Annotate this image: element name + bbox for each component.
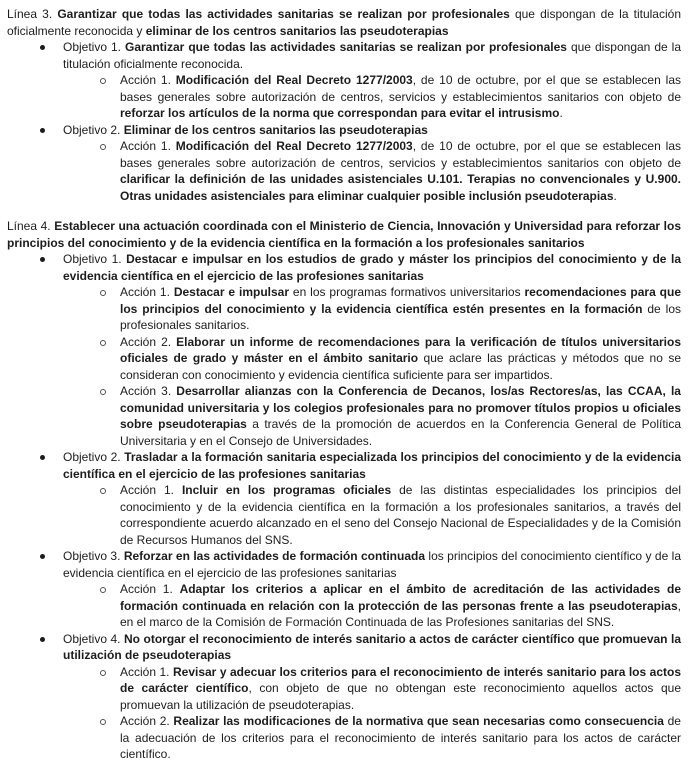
- text-segment: de la adecuación de los criterios para el reconocimiento de interés sanitario para los actos de carácter científico.: [120, 714, 681, 761]
- text-segment: Objetivo 3.: [63, 549, 124, 563]
- text-segment: Acción 1.: [120, 285, 174, 299]
- text-segment-bold: eliminar de los centros sanitarios las pseudoterapias: [145, 23, 449, 38]
- circle-bullet-icon: [100, 587, 106, 593]
- document-content: [7, 6, 681, 763]
- circle-bullet-icon: [100, 488, 106, 494]
- linea-section: [7, 218, 681, 763]
- circle-bullet-icon: [100, 719, 106, 725]
- text-segment-bold: Elaborar un informe de recomendaciones para la verificación de títulos universitarios oficiales de grado y máster en el ámbito sanitario: [120, 334, 681, 365]
- text-segment: los principios del conocimiento científico y de la evidencia científica en el ejercicio de las profesiones sanitarias: [63, 549, 682, 580]
- accion-item: [7, 383, 681, 449]
- text-segment: , con objeto de que no obtengan este reconocimiento aquellos actos que promuevan la utilización de pseudoterapias.: [120, 681, 681, 712]
- objetivo-item: [7, 251, 681, 284]
- text-segment-bold: Eliminar de los centros sanitarios las pseudoterapias: [123, 122, 428, 137]
- text-segment-bold: Revisar y adecuar los criterios para el reconocimiento de interés sanitario para los actos de carácter científico: [120, 664, 681, 695]
- circle-bullet-icon: [100, 340, 106, 346]
- document-page: [7, 6, 681, 763]
- text-segment: Acción 1.: [120, 483, 182, 497]
- text-segment-bold: Destacar e impulsar en los estudios de grado y máster los principios del conocimiento y de la evidencia científica en el ejercicio de las profesiones sanitarias: [63, 252, 681, 283]
- text-segment: , en el marco de la Comisión de Formación Continuada de las Profesiones sanitarias del SNS.: [120, 598, 681, 629]
- text-segment: Línea 4.: [7, 219, 55, 233]
- text-segment: Objetivo 1.: [63, 252, 127, 266]
- linea-section: [7, 6, 681, 204]
- accion-item: [7, 334, 681, 384]
- text-segment: que dispongan de la titulación oficialmente reconocida y: [7, 7, 681, 38]
- disc-bullet-icon: [40, 257, 45, 262]
- text-segment-bold: recomendaciones para que los principios del conocimiento y la evidencia científica estén presentes en la formación: [120, 285, 681, 316]
- text-segment-bold: Incluir en los programas oficiales: [181, 483, 392, 497]
- text-segment: , de 10 de octubre, por el que se establecen las bases generales sobre autorización de centros, servicios y establecimientos sanitarios con objeto de: [120, 73, 681, 104]
- text-segment-bold: Trasladar a la formación sanitaria especializada los principios del conocimiento y de la evidencia científica en el ejercicio de las profesiones sanitarias: [63, 450, 681, 481]
- objetivo-item: [7, 122, 681, 139]
- text-segment: Acción 1.: [120, 582, 180, 596]
- accion-item: [7, 581, 681, 631]
- text-segment: Acción 1.: [120, 73, 176, 87]
- text-segment: de las distintas especialidades los principios del conocimiento y de la evidencia científica en la formación a los profesionales sanitarios, a través del correspondiente acuerdo alcanzado en el seno del Consejo Nacional de Especialidades y de la Comisión de Recursos Humanos del SNS.: [120, 483, 681, 547]
- text-segment: que dispongan de la titulación oficialmente reconocida.: [63, 40, 681, 71]
- text-segment-bold: Reforzar en las actividades de formación continuada: [123, 549, 425, 563]
- circle-bullet-icon: [100, 670, 106, 676]
- disc-bullet-icon: [40, 637, 45, 642]
- disc-bullet-icon: [40, 45, 45, 50]
- text-segment: Acción 2.: [120, 714, 174, 728]
- accion-item: [7, 713, 681, 763]
- disc-bullet-icon: [40, 455, 45, 460]
- text-segment: Acción 1.: [120, 664, 173, 679]
- accion-item: [7, 284, 681, 334]
- accion-item: [7, 72, 681, 122]
- text-segment-bold: Destacar e impulsar: [173, 285, 290, 299]
- objetivo-item: [7, 449, 681, 482]
- circle-bullet-icon: [100, 144, 106, 150]
- objetivo-item: [7, 39, 681, 72]
- text-segment: de los profesionales sanitarios.: [120, 301, 681, 332]
- text-segment: Acción 2.: [120, 334, 177, 349]
- circle-bullet-icon: [100, 78, 106, 84]
- text-segment-bold: Realizar las modificaciones de la normativa que sean necesarias como consecuencia: [173, 714, 664, 728]
- text-segment: .: [559, 106, 563, 120]
- text-segment: Acción 3.: [120, 384, 177, 398]
- text-segment: Línea 3.: [7, 7, 58, 21]
- accion-item: [7, 138, 681, 204]
- text-segment: , de 10 de octubre, por el que se establecen las bases generales sobre autorización de centros, servicios y establecimientos sanitarios con objeto de: [120, 139, 681, 170]
- text-segment: .: [613, 188, 617, 203]
- objetivo-item: [7, 548, 681, 581]
- text-segment-bold: reforzar los artículos de la norma que correspondan para evitar el intrusismo: [120, 106, 560, 120]
- text-segment: Objetivo 1.: [63, 40, 125, 54]
- text-segment-bold: Establecer una actuación coordinada con el Ministerio de Ciencia, Innovación y Universidad para reforzar los principios del conocimiento y de la evidencia científica en la formación a los profesionales sanitarios: [7, 219, 681, 250]
- text-segment: en los programas formativos universitarios: [289, 285, 525, 299]
- text-segment-bold: Desarrollar alianzas con la Conferencia de Decanos, los/as Rectores/as, las CCAA, la comunidad universitaria y los colegios profesionales para no promover títulos propios u oficiales sobre pseudoterapias: [120, 384, 681, 431]
- text-segment: que aclare las prácticas y métodos que no se consideran con conocimiento y evidencia científica suficiente para ser impartidos.: [120, 351, 681, 382]
- text-segment: Objetivo 2.: [63, 450, 125, 464]
- text-segment-bold: Garantizar que todas las actividades sanitarias se realizan por profesionales: [125, 40, 567, 54]
- circle-bullet-icon: [100, 389, 106, 395]
- linea-header: [7, 6, 681, 39]
- text-segment: Objetivo 2.: [63, 122, 124, 137]
- accion-item: [7, 482, 681, 548]
- disc-bullet-icon: [40, 554, 45, 559]
- text-segment-bold: No otorgar el reconocimiento de interés sanitario a actos de carácter científico que promuevan la utilización de pseudoterapias: [63, 631, 681, 662]
- text-segment: Acción 1.: [120, 139, 176, 153]
- text-segment-bold: Adaptar los criterios a aplicar en el ámbito de acreditación de las actividades de formación continuada en relación con la protección de las personas frente a las pseudoterapias: [120, 582, 681, 613]
- objetivo-item: [7, 631, 681, 664]
- text-segment-bold: Modificación del Real Decreto 1277/2003: [175, 139, 413, 153]
- text-segment: a través de la promoción de acuerdos en la Conferencia General de Política Universitaria y en el Consejo de Universidades.: [120, 417, 681, 448]
- circle-bullet-icon: [100, 290, 106, 296]
- disc-bullet-icon: [40, 128, 45, 133]
- text-segment: Objetivo 4.: [63, 631, 125, 646]
- text-segment-bold: clarificar la definición de las unidades asistenciales U.101. Terapias no convencionales y U.900. Otras unidades asistenciales para eliminar cualquier posible inclusión pseudoterapias: [120, 172, 681, 203]
- text-segment-bold: Modificación del Real Decreto 1277/2003: [175, 73, 413, 87]
- linea-header: [7, 218, 681, 251]
- accion-item: [7, 664, 681, 714]
- text-segment-bold: Garantizar que todas las actividades sanitarias se realizan por profesionales: [57, 7, 510, 21]
